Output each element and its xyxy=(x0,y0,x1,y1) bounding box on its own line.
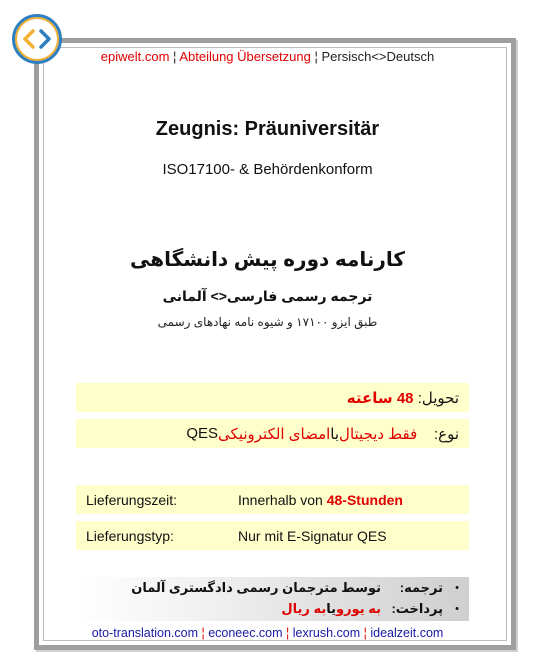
department-link[interactable]: Abteilung Übersetzung xyxy=(179,49,311,64)
type-fa-qes: QES xyxy=(186,425,219,442)
header-separator: ¦ xyxy=(310,49,322,64)
type-fa-esign: امضای الکترونیکی xyxy=(218,425,331,443)
type-fa-connector: با xyxy=(330,425,340,443)
service-info-box xyxy=(76,577,469,621)
delivery-de-label: Lieferungszeit: xyxy=(86,491,178,508)
type-de-box xyxy=(76,521,469,550)
delivery-de-value: 48-Stunden xyxy=(326,491,403,508)
type-fa-box xyxy=(76,419,469,448)
translation-label: ترجمه: xyxy=(399,579,443,595)
german-subtitle: ISO17100- & Behördenkonform xyxy=(162,161,373,178)
header-separator: ¦ xyxy=(169,49,180,64)
delivery-de-prefix: Innerhalb von xyxy=(238,491,323,508)
persian-title: کارنامه دوره پیش دانشگاهی xyxy=(129,249,406,271)
persian-subtitle: ترجمه رسمی فارسی<> آلمانی xyxy=(162,288,373,304)
german-title: Zeugnis: Präuniversitär xyxy=(155,118,380,140)
delivery-fa-label: تحویل: xyxy=(417,389,459,407)
bullet-icon: • xyxy=(455,602,459,615)
brand-logo xyxy=(12,14,62,64)
footer-separator: ¦ xyxy=(282,626,293,640)
site-link[interactable]: epiwelt.com xyxy=(100,49,170,64)
payment-rial: به ریال xyxy=(281,600,327,616)
footer-link-econeec[interactable]: econeec.com xyxy=(208,626,283,640)
translation-value: توسط مترجمان رسمی دادگستری آلمان xyxy=(131,579,381,595)
delivery-fa-box xyxy=(76,383,469,412)
persian-note: طبق ایزو ۱۷۱۰۰ و شیوه نامه نهادهای رسمی xyxy=(157,315,378,329)
footer-link-oto[interactable]: oto-translation.com xyxy=(91,626,198,640)
code-brackets-icon xyxy=(20,22,54,56)
footer-separator: ¦ xyxy=(360,626,371,640)
code-brackets-icon-svg xyxy=(22,28,52,50)
bullet-icon: • xyxy=(455,581,459,594)
footer-links xyxy=(0,626,535,640)
delivery-de-box xyxy=(76,485,469,514)
footer-link-lexrush[interactable]: lexrush.com xyxy=(292,626,361,640)
footer-link-idealzeit[interactable]: idealzeit.com xyxy=(370,626,444,640)
type-de-value: Nur mit E-Signatur QES xyxy=(238,527,387,544)
type-de-label: Lieferungstyp: xyxy=(86,527,174,544)
payment-euro: به یورو xyxy=(336,600,381,616)
footer-separator: ¦ xyxy=(198,626,209,640)
payment-connector: یا xyxy=(326,600,337,616)
payment-row xyxy=(76,598,459,619)
payment-label: پرداخت: xyxy=(391,600,443,616)
header-line xyxy=(0,49,535,64)
language-pair: Persisch<>Deutsch xyxy=(321,49,435,64)
translation-row xyxy=(76,577,459,598)
type-fa-label: نوع: xyxy=(433,425,459,443)
delivery-fa-value: 48 ساعته xyxy=(346,389,414,407)
type-fa-digital: فقط دیجیتال xyxy=(339,425,418,443)
